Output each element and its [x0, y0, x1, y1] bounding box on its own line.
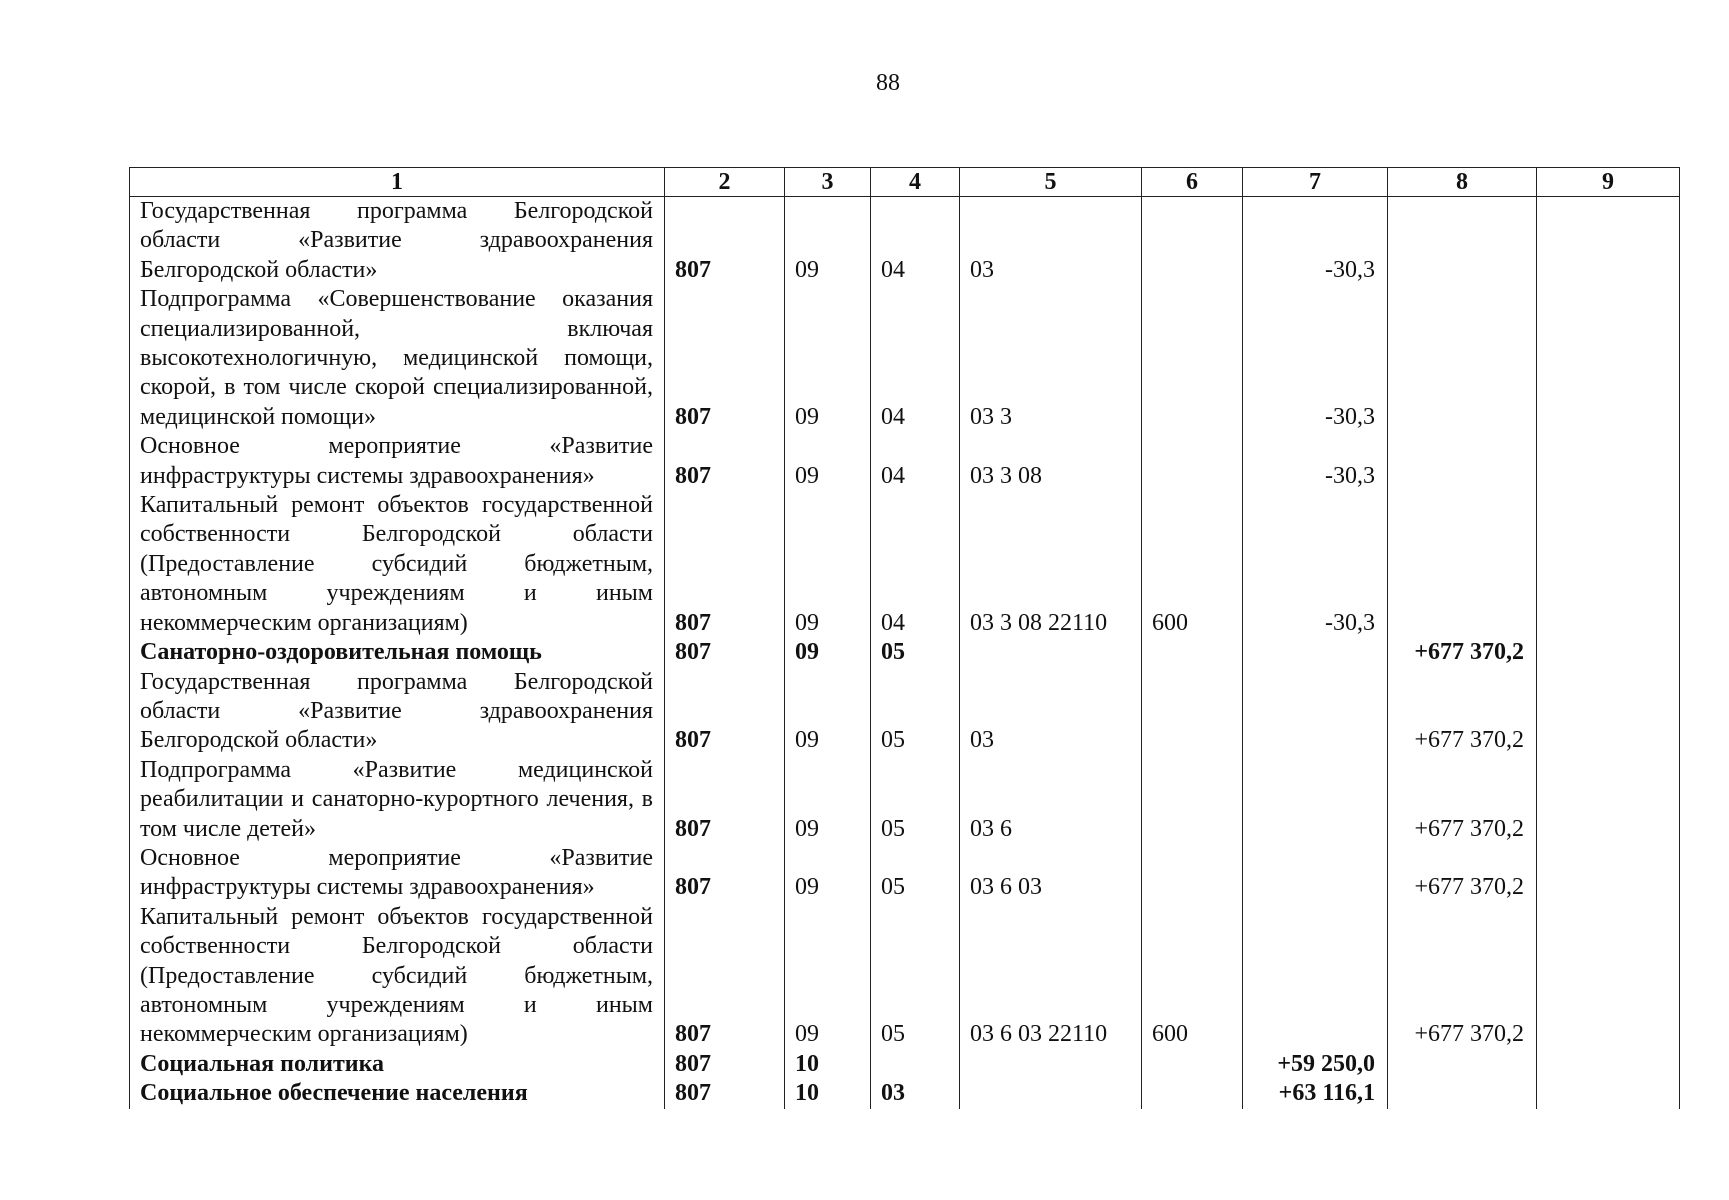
target-article-cell: 03 6 03 [960, 844, 1142, 903]
expense-type-cell [1142, 432, 1243, 491]
amount-2022-cell [1537, 1079, 1680, 1108]
row-name-cell: Социальная политика [130, 1050, 665, 1079]
section-cell: 09 [785, 668, 871, 756]
section-cell: 09 [785, 432, 871, 491]
amount-2020-cell [1243, 756, 1388, 844]
column-header: 1 [130, 168, 665, 197]
row-name-cell: Капитальный ремонт объектов государственной собственности Белгородской области (Предоставление субсидий бюджетным, автономным учреждениям и иным некоммерческим организациям) [130, 491, 665, 638]
target-article-cell: 03 3 08 22110 [960, 491, 1142, 638]
table-row [130, 197, 1680, 286]
table-row [130, 432, 1680, 491]
admin-code-cell: 807 [665, 903, 785, 1050]
amount-2022-cell [1537, 491, 1680, 638]
table-row [130, 1050, 1680, 1079]
expense-type-cell [1142, 638, 1243, 667]
subsection-cell: 04 [871, 285, 960, 432]
target-article-cell [960, 1050, 1142, 1079]
amount-2020-cell: -30,3 [1243, 432, 1388, 491]
table-row [130, 1079, 1680, 1108]
subsection-cell: 05 [871, 903, 960, 1050]
subsection-cell: 04 [871, 197, 960, 286]
subsection-cell: 05 [871, 844, 960, 903]
admin-code-cell: 807 [665, 668, 785, 756]
expense-type-cell [1142, 1079, 1243, 1108]
amount-2022-cell [1537, 756, 1680, 844]
row-name-cell: Капитальный ремонт объектов государственной собственности Белгородской области (Предоставление субсидий бюджетным, автономным учреждениям и иным некоммерческим организациям) [130, 903, 665, 1050]
amount-2021-cell: +677 370,2 [1388, 756, 1537, 844]
expense-type-cell [1142, 1050, 1243, 1079]
subsection-cell [871, 1050, 960, 1079]
column-header: 6 [1142, 168, 1243, 197]
amount-2022-cell [1537, 668, 1680, 756]
amount-2020-cell [1243, 903, 1388, 1050]
section-cell: 10 [785, 1079, 871, 1108]
subsection-cell: 05 [871, 638, 960, 667]
subsection-cell: 05 [871, 668, 960, 756]
admin-code-cell: 807 [665, 197, 785, 286]
page-number: 88 [876, 70, 900, 96]
table-body [130, 197, 1680, 1109]
amount-2021-cell: +677 370,2 [1388, 638, 1537, 667]
amount-2020-cell: +59 250,0 [1243, 1050, 1388, 1079]
expense-type-cell [1142, 197, 1243, 286]
target-article-cell: 03 [960, 197, 1142, 286]
admin-code-cell: 807 [665, 1050, 785, 1079]
expense-type-cell [1142, 668, 1243, 756]
column-header: 9 [1537, 168, 1680, 197]
amount-2021-cell [1388, 1050, 1537, 1079]
target-article-cell: 03 3 [960, 285, 1142, 432]
row-name-cell: Подпрограмма «Совершенствование оказания специализированной, включая высокотехнологичную, медицинской помощи, скорой, в том числе скорой специализированной, медицинской помощи» [130, 285, 665, 432]
amount-2020-cell [1243, 668, 1388, 756]
budget-table [129, 167, 1680, 1109]
row-name-cell: Санаторно-оздоровительная помощь [130, 638, 665, 667]
section-cell: 10 [785, 1050, 871, 1079]
amount-2022-cell [1537, 432, 1680, 491]
admin-code-cell: 807 [665, 432, 785, 491]
admin-code-cell: 807 [665, 756, 785, 844]
column-header: 8 [1388, 168, 1537, 197]
column-header: 2 [665, 168, 785, 197]
expense-type-cell [1142, 756, 1243, 844]
table-row [130, 844, 1680, 903]
section-cell: 09 [785, 903, 871, 1050]
amount-2021-cell: +677 370,2 [1388, 668, 1537, 756]
section-cell: 09 [785, 285, 871, 432]
column-header: 4 [871, 168, 960, 197]
amount-2021-cell [1388, 197, 1537, 286]
target-article-cell: 03 3 08 [960, 432, 1142, 491]
target-article-cell: 03 6 03 22110 [960, 903, 1142, 1050]
section-cell: 09 [785, 491, 871, 638]
subsection-cell: 04 [871, 432, 960, 491]
amount-2021-cell [1388, 1079, 1537, 1108]
amount-2020-cell: +63 116,1 [1243, 1079, 1388, 1108]
amount-2020-cell: -30,3 [1243, 491, 1388, 638]
amount-2022-cell [1537, 638, 1680, 667]
admin-code-cell: 807 [665, 1079, 785, 1108]
amount-2020-cell: -30,3 [1243, 285, 1388, 432]
subsection-cell: 03 [871, 1079, 960, 1108]
expense-type-cell [1142, 285, 1243, 432]
target-article-cell [960, 638, 1142, 667]
amount-2021-cell [1388, 285, 1537, 432]
column-header: 3 [785, 168, 871, 197]
amount-2021-cell: +677 370,2 [1388, 903, 1537, 1050]
admin-code-cell: 807 [665, 491, 785, 638]
section-cell: 09 [785, 756, 871, 844]
table-row [130, 638, 1680, 667]
table-row [130, 903, 1680, 1050]
table-header-row [130, 168, 1680, 197]
target-article-cell: 03 [960, 668, 1142, 756]
table-row [130, 491, 1680, 638]
row-name-cell: Подпрограмма «Развитие медицинской реабилитации и санаторно-курортного лечения, в том числе детей» [130, 756, 665, 844]
amount-2021-cell [1388, 432, 1537, 491]
amount-2022-cell [1537, 285, 1680, 432]
row-name-cell: Основное мероприятие «Развитие инфраструктуры системы здравоохранения» [130, 432, 665, 491]
admin-code-cell: 807 [665, 638, 785, 667]
table-row [130, 756, 1680, 844]
target-article-cell: 03 6 [960, 756, 1142, 844]
amount-2022-cell [1537, 197, 1680, 286]
amount-2021-cell [1388, 491, 1537, 638]
target-article-cell [960, 1079, 1142, 1108]
admin-code-cell: 807 [665, 844, 785, 903]
amount-2021-cell: +677 370,2 [1388, 844, 1537, 903]
row-name-cell: Государственная программа Белгородской области «Развитие здравоохранения Белгородской области» [130, 197, 665, 286]
column-header: 5 [960, 168, 1142, 197]
admin-code-cell: 807 [665, 285, 785, 432]
row-name-cell: Социальное обеспечение населения [130, 1079, 665, 1108]
amount-2020-cell: -30,3 [1243, 197, 1388, 286]
table-row [130, 285, 1680, 432]
table-row [130, 668, 1680, 756]
section-cell: 09 [785, 844, 871, 903]
column-header: 7 [1243, 168, 1388, 197]
subsection-cell: 05 [871, 756, 960, 844]
row-name-cell: Основное мероприятие «Развитие инфраструктуры системы здравоохранения» [130, 844, 665, 903]
amount-2020-cell [1243, 844, 1388, 903]
expense-type-cell: 600 [1142, 491, 1243, 638]
subsection-cell: 04 [871, 491, 960, 638]
expense-type-cell: 600 [1142, 903, 1243, 1050]
section-cell: 09 [785, 197, 871, 286]
row-name-cell: Государственная программа Белгородской области «Развитие здравоохранения Белгородской области» [130, 668, 665, 756]
expense-type-cell [1142, 844, 1243, 903]
amount-2022-cell [1537, 844, 1680, 903]
amount-2022-cell [1537, 903, 1680, 1050]
amount-2020-cell [1243, 638, 1388, 667]
amount-2022-cell [1537, 1050, 1680, 1079]
section-cell: 09 [785, 638, 871, 667]
